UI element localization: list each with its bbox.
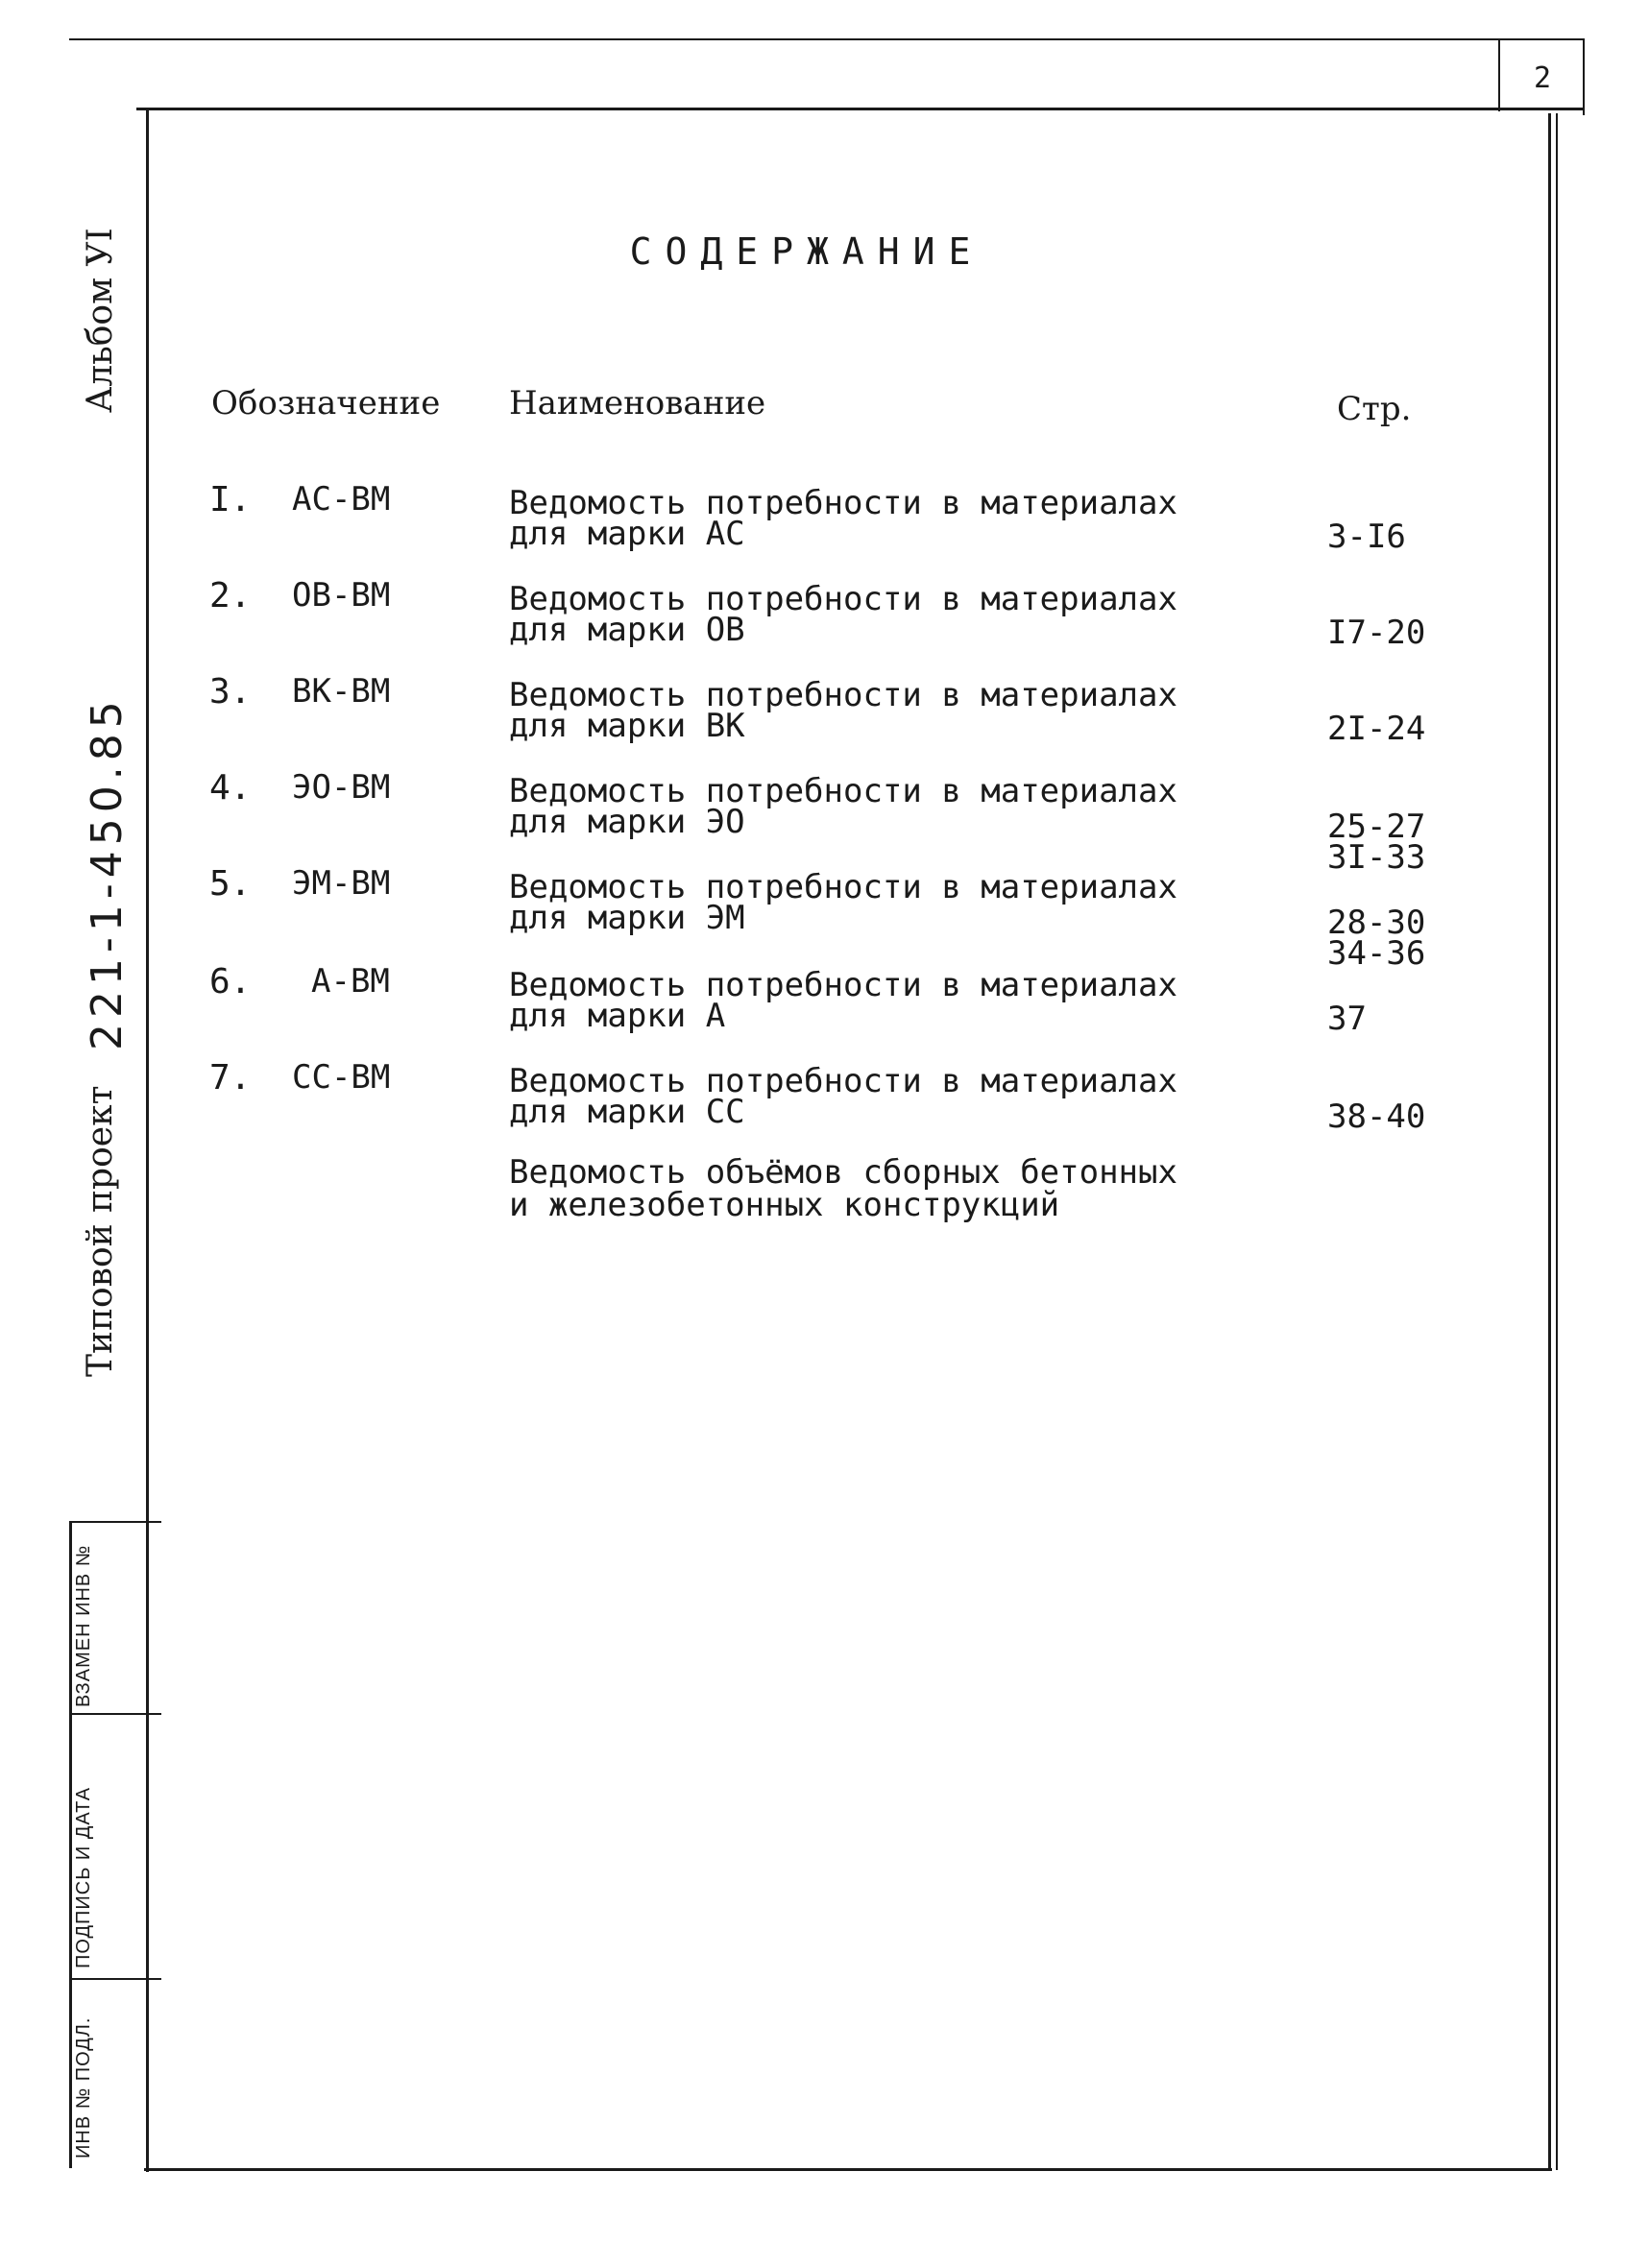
entry-pages-extra: 3I-33 bbox=[1327, 838, 1426, 877]
extra-entry-line1: Ведомость объёмов сборных бетонных bbox=[509, 1153, 1177, 1192]
entry-pages: 25-27 bbox=[1327, 808, 1426, 846]
page-box-divider bbox=[1498, 38, 1500, 111]
entry-description: Ведомость потребности в материалах bbox=[509, 966, 1177, 1004]
toc-entry bbox=[0, 576, 1625, 672]
header-name: Наименование bbox=[509, 384, 766, 422]
page-title: СОДЕРЖАНИЕ bbox=[629, 230, 984, 273]
stamp-divider-mid bbox=[69, 1713, 161, 1715]
toc-entry bbox=[0, 1058, 1625, 1154]
entry-pages: 37 bbox=[1327, 1000, 1367, 1038]
outer-right-line bbox=[1583, 38, 1585, 115]
entry-pages-extra: 34-36 bbox=[1327, 934, 1426, 973]
frame-top-line bbox=[136, 108, 1585, 110]
entry-number: 3. bbox=[209, 672, 252, 712]
entry-description: Ведомость потребности в материалах bbox=[509, 868, 1177, 906]
entry-code: ЭМ-ВМ bbox=[292, 864, 391, 903]
toc-entry bbox=[0, 672, 1625, 768]
stamp-divider-low bbox=[69, 1978, 161, 1980]
entry-description-line2: для марки ЭО bbox=[509, 803, 745, 841]
entry-description-line2: для марки АС bbox=[509, 515, 745, 553]
entry-description: Ведомость потребности в материалах bbox=[509, 676, 1177, 714]
entry-description-line2: для марки ЭМ bbox=[509, 899, 745, 937]
stamp-replace-label: ВЗАМЕН ИНВ № bbox=[73, 1544, 94, 1707]
project-code: 221-1-450.85 bbox=[83, 695, 132, 1050]
entry-pages: 3-I6 bbox=[1327, 518, 1406, 556]
entry-description-line2: для марки ВК bbox=[509, 707, 745, 745]
extra-entry bbox=[509, 1153, 1177, 1224]
entry-pages: 28-30 bbox=[1327, 904, 1426, 942]
project-type-label: Типовой проект bbox=[81, 1085, 120, 1377]
entry-description: Ведомость потребности в материалах bbox=[509, 484, 1177, 522]
entry-description: Ведомость потребности в материалах bbox=[509, 580, 1177, 618]
toc-entry bbox=[0, 480, 1625, 576]
entry-description-line2: для марки А bbox=[509, 997, 726, 1035]
entry-code: ВК-ВМ bbox=[292, 672, 391, 711]
entry-code: АС-ВМ bbox=[292, 480, 391, 519]
stamp-divider-top bbox=[69, 1521, 161, 1523]
entry-description-line2: для марки ОВ bbox=[509, 611, 745, 649]
header-page: Стр. bbox=[1337, 390, 1412, 428]
stamp-inv-label: ИНВ № ПОДЛ. bbox=[73, 2016, 94, 2159]
entry-description: Ведомость потребности в материалах bbox=[509, 772, 1177, 810]
toc-entry bbox=[0, 768, 1625, 877]
stamp-sign-label: ПОДПИСЬ И ДАТА bbox=[73, 1786, 94, 1968]
entry-description-line2: для марки СС bbox=[509, 1093, 745, 1131]
entry-code: ОВ-ВМ bbox=[292, 576, 391, 615]
toc-entry bbox=[0, 864, 1625, 973]
extra-entry-line2: и железобетонных конструкций bbox=[509, 1186, 1060, 1224]
toc-entry bbox=[0, 962, 1625, 1058]
entry-number: I. bbox=[209, 480, 252, 519]
entry-pages: 38-40 bbox=[1327, 1098, 1426, 1136]
entry-number: 7. bbox=[209, 1058, 252, 1098]
entry-number: 2. bbox=[209, 576, 252, 615]
entry-pages: 2I-24 bbox=[1327, 710, 1426, 748]
entry-description: Ведомость потребности в материалах bbox=[509, 1062, 1177, 1100]
entry-pages: I7-20 bbox=[1327, 614, 1426, 652]
entry-number: 5. bbox=[209, 864, 252, 904]
entry-number: 6. bbox=[209, 962, 252, 1001]
entry-code: А-ВМ bbox=[311, 962, 390, 1001]
entry-code: СС-ВМ bbox=[292, 1058, 391, 1097]
page-number: 2 bbox=[1533, 61, 1552, 95]
frame-bottom-line bbox=[144, 2168, 1552, 2171]
entry-code: ЭО-ВМ bbox=[292, 768, 391, 807]
album-label: Альбом УI bbox=[81, 228, 120, 413]
header-designation: Обозначение bbox=[211, 384, 441, 422]
top-border-line bbox=[69, 38, 1585, 40]
entry-number: 4. bbox=[209, 768, 252, 808]
